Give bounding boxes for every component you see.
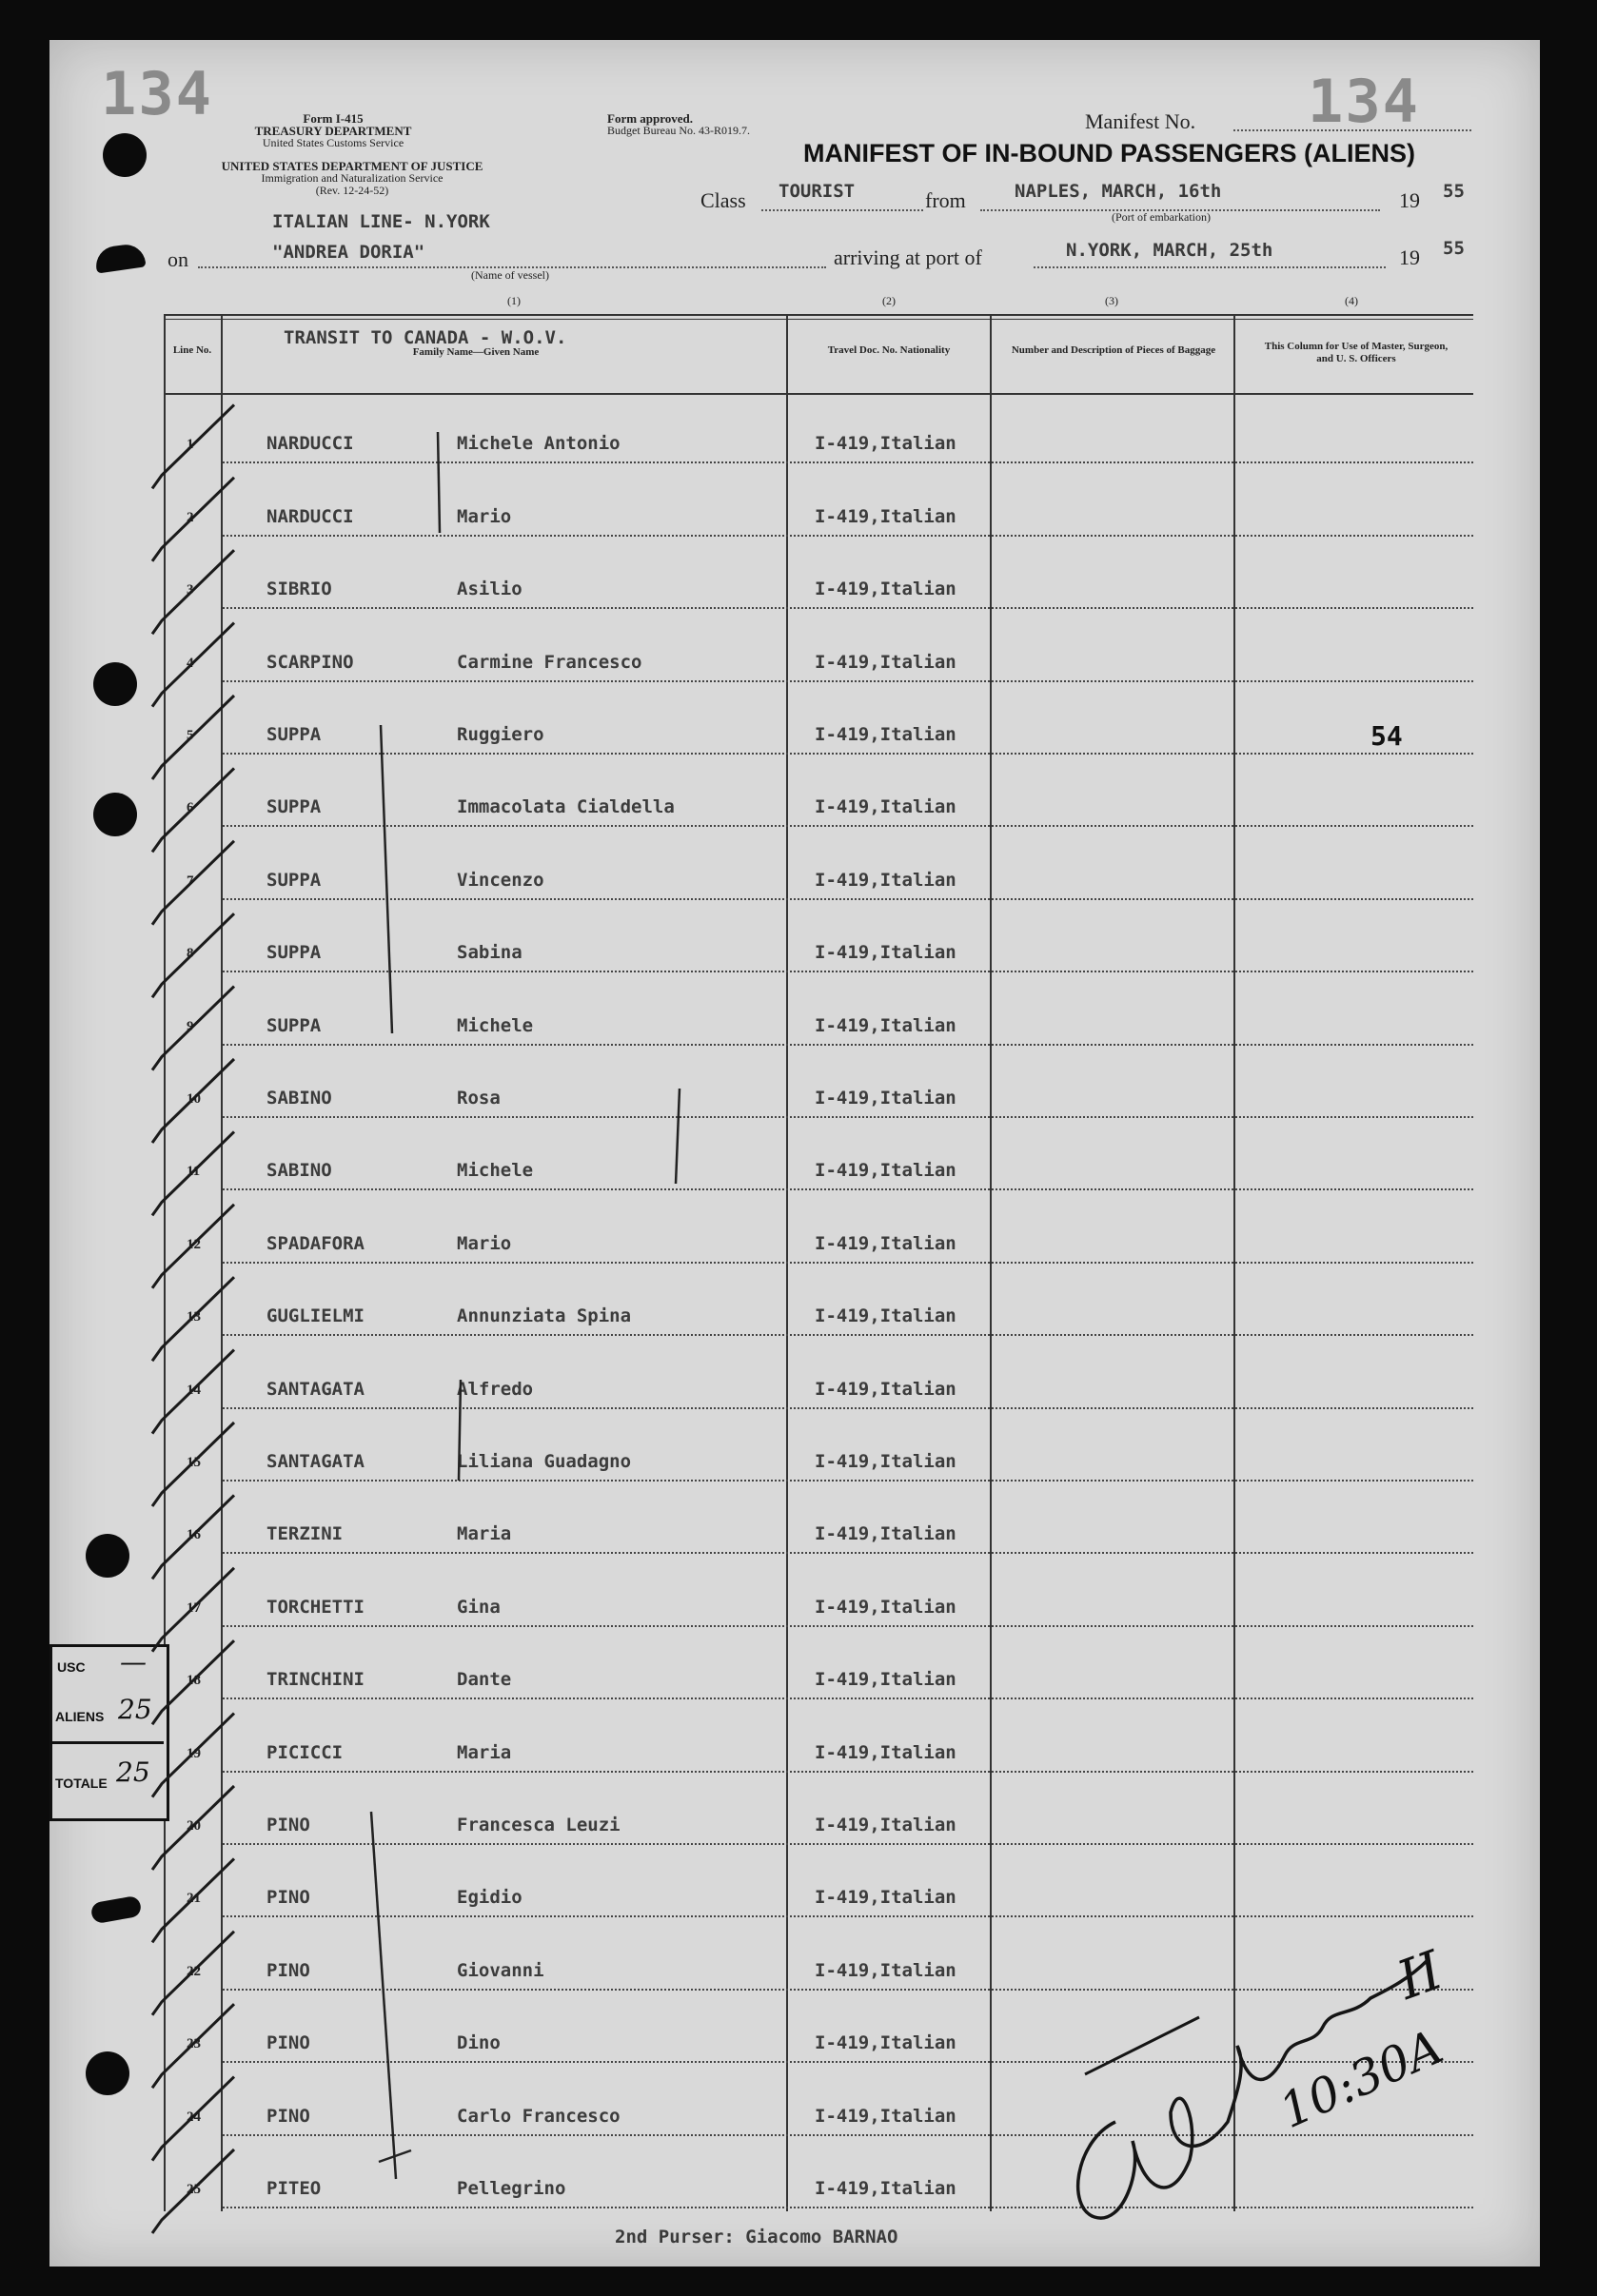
manifest-no-label: Manifest No. xyxy=(1085,109,1196,133)
line-number: 11 xyxy=(187,1164,201,1180)
year-value-1: 55 xyxy=(1443,181,1465,202)
page-title: MANIFEST OF IN-BOUND PASSENGERS (ALIENS) xyxy=(803,139,1416,167)
line-number: 20 xyxy=(187,1818,201,1834)
family-name: SCARPINO xyxy=(266,651,354,673)
check-mark xyxy=(152,1277,234,1361)
vessel-label: (Name of vessel) xyxy=(471,268,549,282)
travel-doc: I-419,Italian xyxy=(815,1523,956,1545)
travel-doc: I-419,Italian xyxy=(815,1451,956,1472)
check-mark xyxy=(152,1059,234,1143)
given-name: Dino xyxy=(457,2032,501,2054)
travel-doc: I-419,Italian xyxy=(815,1741,956,1763)
given-name: Giovanni xyxy=(457,1959,544,1981)
stamp-number-left: 134 xyxy=(101,59,213,128)
check-mark xyxy=(152,1568,234,1652)
line-number: 22 xyxy=(187,1963,201,1979)
given-name: Michele xyxy=(457,1160,534,1182)
family-name: PINO xyxy=(266,1959,310,1981)
class-label: Class xyxy=(700,188,746,212)
line-number: 6 xyxy=(187,800,194,816)
approval-block: Form approved. Budget Bureau No. 43-R019.7. xyxy=(607,111,750,137)
travel-doc: I-419,Italian xyxy=(815,1815,956,1835)
family-name: SUPPA xyxy=(266,942,322,964)
inspector-signature-stroke xyxy=(1085,2017,1199,2074)
line-number: 12 xyxy=(187,1236,201,1252)
check-mark xyxy=(152,1495,234,1579)
travel-doc: I-419,Italian xyxy=(815,1088,956,1109)
given-name: Maria xyxy=(457,1741,512,1763)
col-number-4: (4) xyxy=(1345,294,1358,307)
family-name: SPADAFORA xyxy=(266,1232,365,1254)
year-label-1: 19 xyxy=(1399,188,1420,212)
travel-doc: I-419,Italian xyxy=(815,942,956,964)
given-name: Francesca Leuzi xyxy=(457,1815,621,1835)
family-name: TORCHETTI xyxy=(266,1596,365,1618)
inspector-signature xyxy=(1078,1960,1428,2218)
tally-total-label: TOTALE xyxy=(55,1776,108,1791)
check-mark xyxy=(152,1858,234,1942)
check-mark xyxy=(152,1932,234,2015)
given-name: Vincenzo xyxy=(457,869,544,891)
line-number: 8 xyxy=(187,946,194,962)
family-name: SABINO xyxy=(266,1088,332,1109)
family-name: NARDUCCI xyxy=(266,433,354,455)
check-mark xyxy=(152,1640,234,1724)
bracket-line xyxy=(438,432,440,533)
family-name: SUPPA xyxy=(266,796,322,818)
doj-block: UNITED STATES DEPARTMENT OF JUSTICE Immigration and Naturalization Service (Rev. 12-24-52) xyxy=(221,159,483,197)
col-number-1: (1) xyxy=(507,294,521,307)
on-label: on xyxy=(168,247,188,271)
family-name: PINO xyxy=(266,2105,310,2127)
travel-doc: I-419,Italian xyxy=(815,2032,956,2054)
travel-doc: I-419,Italian xyxy=(815,579,956,600)
family-name: NARDUCCI xyxy=(266,505,354,527)
header-baggage: Number and Description of Pieces of Baggage xyxy=(1011,344,1216,356)
check-mark xyxy=(152,2004,234,2088)
line-number: 21 xyxy=(187,1891,201,1907)
given-name: Carlo Francesco xyxy=(457,2105,621,2127)
class-value: TOURIST xyxy=(779,181,856,202)
family-name: SUPPA xyxy=(266,869,322,891)
given-name: Michele xyxy=(457,1014,534,1036)
line-number: 1 xyxy=(187,437,194,453)
check-mark xyxy=(152,2149,234,2233)
header-line-no: Line No. xyxy=(172,344,212,356)
family-name: SIBRIO xyxy=(266,579,332,600)
travel-doc: I-419,Italian xyxy=(815,1160,956,1182)
check-mark xyxy=(152,478,234,561)
arriving-value: N.YORK, MARCH, 25th xyxy=(1066,240,1273,261)
check-mark xyxy=(152,841,234,925)
line-number: 13 xyxy=(187,1309,201,1325)
line-number: 16 xyxy=(187,1527,201,1543)
given-name: Maria xyxy=(457,1523,512,1545)
check-mark xyxy=(152,404,234,488)
family-name: SUPPA xyxy=(266,1014,322,1036)
travel-doc: I-419,Italian xyxy=(815,1596,956,1618)
given-name: Immacolata Cialdella xyxy=(457,796,675,818)
given-name: Liliana Guadagno xyxy=(457,1451,632,1472)
check-mark xyxy=(152,696,234,779)
tally-aliens-label: ALIENS xyxy=(55,1709,105,1724)
line-number: 5 xyxy=(187,728,194,743)
check-mark xyxy=(152,550,234,634)
travel-doc: I-419,Italian xyxy=(815,1378,956,1400)
given-name: Rosa xyxy=(457,1088,501,1109)
header-name: Family Name—Given Name xyxy=(412,346,540,358)
line-number: 7 xyxy=(187,873,194,889)
family-brackets xyxy=(371,432,680,2179)
purser-signature: 2nd Purser: Giacomo BARNAO xyxy=(615,2227,898,2247)
officer-note: 54 xyxy=(1370,720,1403,752)
tally-usc-label: USC xyxy=(57,1659,86,1675)
given-name: Dante xyxy=(457,1669,512,1691)
given-name: Sabina xyxy=(457,942,522,964)
travel-doc: I-419,Italian xyxy=(815,724,956,745)
bracket-line xyxy=(676,1089,680,1184)
tally-usc-value: — xyxy=(120,1646,147,1678)
year-value-2: 55 xyxy=(1443,238,1465,259)
given-name: Ruggiero xyxy=(457,724,544,745)
line-number: 3 xyxy=(187,582,194,599)
family-name: PINO xyxy=(266,1815,310,1835)
travel-doc: I-419,Italian xyxy=(815,651,956,673)
check-mark xyxy=(152,1423,234,1506)
line-number: 18 xyxy=(187,1673,201,1689)
signature-suffix: II xyxy=(1390,1939,1451,2012)
col-number-2: (2) xyxy=(882,294,896,307)
travel-doc: I-419,Italian xyxy=(815,505,956,527)
given-name: Carmine Francesco xyxy=(457,651,642,673)
family-name: PINO xyxy=(266,1887,310,1909)
tally-aliens-value: 25 xyxy=(118,1694,152,1725)
from-value: NAPLES, MARCH, 16th xyxy=(1015,181,1222,202)
arriving-label: arriving at port of xyxy=(834,245,982,269)
line-number: 10 xyxy=(187,1091,201,1107)
line-number: 15 xyxy=(187,1455,201,1470)
family-name: TERZINI xyxy=(266,1523,344,1545)
family-name: PICICCI xyxy=(266,1741,344,1763)
bracket-line xyxy=(381,725,392,1033)
line-number: 25 xyxy=(187,2182,201,2197)
family-name: PITEO xyxy=(266,2178,322,2199)
steamship-line: ITALIAN LINE- N.YORK xyxy=(272,211,490,232)
given-name: Asilio xyxy=(457,579,522,600)
travel-doc: I-419,Italian xyxy=(815,1669,956,1691)
check-mark xyxy=(152,1786,234,1870)
line-number: 14 xyxy=(187,1382,201,1398)
line-number: 19 xyxy=(187,1745,201,1761)
travel-doc: I-419,Italian xyxy=(815,1959,956,1981)
given-name: Egidio xyxy=(457,1887,522,1909)
vessel-value: "ANDREA DORIA" xyxy=(272,242,425,263)
check-mark xyxy=(152,768,234,852)
given-name: Pellegrino xyxy=(457,2178,566,2199)
given-name: Gina xyxy=(457,1596,501,1618)
form-number: Form I-415 TREASURY DEPARTMENT United States Customs Service xyxy=(254,111,412,149)
check-mark xyxy=(152,913,234,997)
header-transit-note: TRANSIT TO CANADA - W.O.V. xyxy=(284,327,567,348)
given-name: Alfredo xyxy=(457,1378,534,1400)
line-number: 4 xyxy=(187,655,194,671)
check-mark xyxy=(152,1350,234,1434)
line-number: 24 xyxy=(187,2109,201,2125)
travel-doc: I-419,Italian xyxy=(815,1232,956,1254)
check-mark xyxy=(152,987,234,1070)
travel-doc: I-419,Italian xyxy=(815,1014,956,1036)
check-mark xyxy=(152,1205,234,1288)
header-officers: This Column for Use of Master, Surgeon, and U. S. Officers xyxy=(1264,341,1449,364)
port-embarkation-label: (Port of embarkation) xyxy=(1112,210,1211,224)
col-number-3: (3) xyxy=(1105,294,1118,307)
travel-doc: I-419,Italian xyxy=(815,869,956,891)
from-label: from xyxy=(925,188,966,212)
travel-doc: I-419,Italian xyxy=(815,1305,956,1327)
check-mark xyxy=(152,1714,234,1797)
travel-doc: I-419,Italian xyxy=(815,2178,956,2199)
line-number: 9 xyxy=(187,1018,194,1034)
time-note: 10:30A xyxy=(1271,2018,1451,2140)
line-number: 17 xyxy=(187,1599,201,1616)
given-name: Mario xyxy=(457,1232,512,1254)
travel-doc: I-419,Italian xyxy=(815,433,956,455)
check-marks xyxy=(152,404,234,2233)
travel-doc: I-419,Italian xyxy=(815,796,956,818)
travel-doc: I-419,Italian xyxy=(815,1887,956,1909)
family-name: SABINO xyxy=(266,1160,332,1182)
family-name: GUGLIELMI xyxy=(266,1305,365,1327)
given-name: Mario xyxy=(457,505,512,527)
line-number: 23 xyxy=(187,2036,201,2052)
header-travel-doc: Travel Doc. No. Nationality xyxy=(827,344,951,356)
check-mark xyxy=(152,623,234,707)
line-number: 2 xyxy=(187,509,194,525)
bracket-line xyxy=(371,1812,396,2179)
bracket-line xyxy=(459,1380,461,1481)
given-name: Michele Antonio xyxy=(457,433,621,455)
family-name: PINO xyxy=(266,2032,310,2054)
given-name: Annunziata Spina xyxy=(457,1305,632,1327)
family-name: SANTAGATA xyxy=(266,1378,365,1400)
family-name: SANTAGATA xyxy=(266,1451,365,1472)
check-mark xyxy=(152,1131,234,1215)
check-mark xyxy=(152,2077,234,2161)
family-name: SUPPA xyxy=(266,724,322,745)
tally-total-value: 25 xyxy=(116,1756,150,1788)
family-name: TRINCHINI xyxy=(266,1669,365,1691)
travel-doc: I-419,Italian xyxy=(815,2105,956,2127)
stamp-number-right: 134 xyxy=(1308,67,1420,136)
year-label-2: 19 xyxy=(1399,245,1420,269)
